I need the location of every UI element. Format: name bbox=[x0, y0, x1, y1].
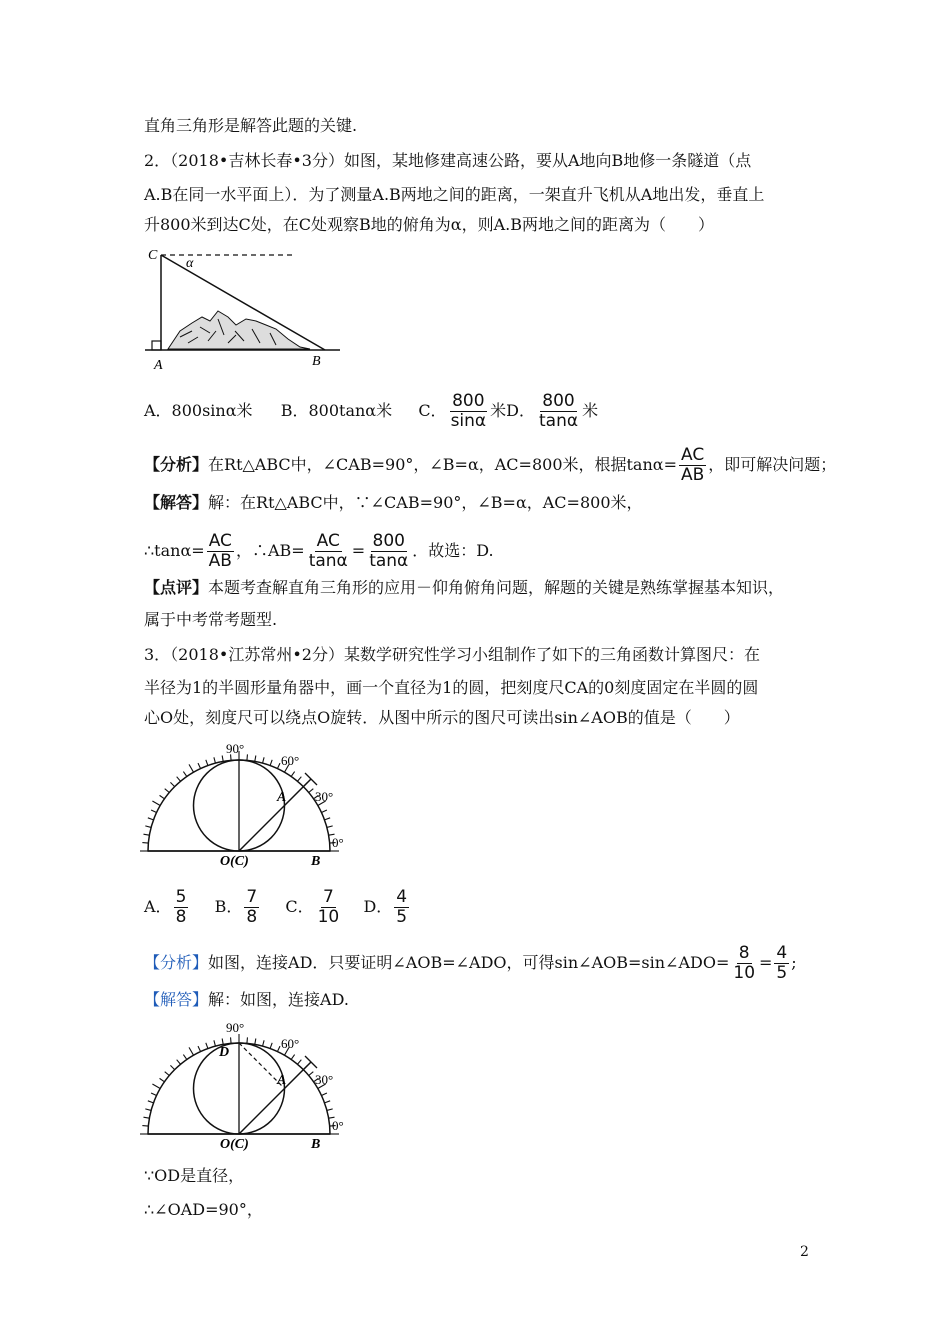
protractor-tick bbox=[255, 1038, 256, 1044]
q3-option-b-frac: $\frac{7}{8}$ bbox=[246, 887, 258, 927]
protractor-tick bbox=[160, 1078, 165, 1081]
protractor-tick bbox=[152, 801, 160, 806]
q2-review-2: 属于中考常考题型. bbox=[144, 610, 278, 629]
fig2-label-b: B bbox=[311, 854, 321, 869]
q3-option-a-frac: $\frac{5}{8}$ bbox=[175, 887, 187, 927]
protractor-tick bbox=[222, 1038, 223, 1044]
protractor-tick bbox=[291, 1055, 294, 1060]
q3-analysis: 【分析】如图，连接AD．只要证明∠AOB=∠ADO，可得sin∠AOB=sin∠ADO= $\frac{8}{10}$ = $\frac{4}{5}$ ; bbox=[144, 943, 797, 983]
solution-tag: 【解答】 bbox=[144, 493, 209, 512]
q2-text-1: 2．（2018•吉林长春•3分）如图，某地修建高速公路，要从A地向B地修一条隧道（点 bbox=[144, 151, 752, 170]
q3-option-d-label: D． bbox=[363, 897, 393, 916]
q2-solution-line2: ∴tanα= $\frac{AC}{AB}$ ，∴AB= $\frac{AC}{\tan\alpha}$ = $\frac{800}{\tan\alpha}$ ．故选：D. bbox=[144, 531, 494, 571]
protractor-tick bbox=[165, 1072, 170, 1076]
fig3-label-b: B bbox=[311, 1137, 321, 1152]
page-number: 2 bbox=[800, 1244, 809, 1260]
protractor-tick bbox=[206, 1043, 208, 1049]
protractor-tick bbox=[206, 760, 208, 766]
fig3-label-o: O(C) bbox=[220, 1137, 249, 1152]
fig2-label-o: O(C) bbox=[220, 854, 249, 869]
protractor-tick bbox=[142, 843, 148, 844]
protractor-tick bbox=[309, 789, 314, 793]
fig3-label-a: A bbox=[277, 1073, 287, 1088]
protractor-tick bbox=[165, 789, 170, 793]
q2-analysis: 【分析】在Rt△ABC中，∠CAB=90°，∠B=α，AC=800米，根据tanα= $\frac{AC}{AB}$ ，即可解决问题； bbox=[144, 445, 837, 485]
fig3-label-d: D bbox=[219, 1045, 230, 1060]
protractor-tick bbox=[151, 810, 156, 813]
q2-option-d-label: D． bbox=[506, 401, 535, 420]
protractor-tick bbox=[189, 1047, 194, 1055]
q3-protractor-figure bbox=[140, 735, 360, 870]
protractor-tick bbox=[270, 760, 272, 766]
q2-option-d-frac: $\frac{800}{\tan\alpha}$ bbox=[538, 391, 579, 431]
q2-figure bbox=[140, 245, 350, 375]
fig2-deg90: 90° bbox=[226, 741, 245, 756]
q2-option-b: B．800tanα米 bbox=[280, 401, 393, 420]
q2-options: A．800sinα米 B．800tanα米 C． $\frac{800}{\sin\alpha}$ 米D． $\frac{800}{\tan\alpha}$ 米 bbox=[144, 391, 599, 431]
protractor-tick bbox=[309, 1072, 314, 1076]
analysis-tag: 【分析】 bbox=[144, 455, 209, 474]
protractor-tick bbox=[325, 818, 331, 820]
q3-text-1: 3．（2018•江苏常州•2分）某数学研究性学习小组制作了如下的三角函数计算图尺：在 bbox=[144, 645, 760, 664]
protractor-tick bbox=[183, 1055, 186, 1060]
fig1-label-a: A bbox=[154, 358, 163, 373]
protractor-tick bbox=[327, 826, 333, 828]
intro-line: 直角三角形是解答此题的关键. bbox=[144, 116, 358, 135]
protractor-tick bbox=[321, 1093, 326, 1096]
protractor-tick bbox=[177, 777, 181, 782]
protractor-tick bbox=[198, 1046, 201, 1051]
protractor-tick bbox=[222, 755, 223, 761]
fig1-label-c: C bbox=[148, 248, 158, 263]
protractor-tick bbox=[270, 1043, 272, 1049]
protractor-tick bbox=[145, 826, 151, 828]
q3-analysis-tag: 【分析】 bbox=[144, 953, 209, 972]
protractor-tick bbox=[214, 1040, 216, 1046]
protractor-tick bbox=[327, 1109, 333, 1111]
protractor-tick bbox=[214, 757, 216, 763]
protractor-tick bbox=[148, 818, 154, 820]
oad-angle-line: ∴∠OAD=90°， bbox=[144, 1200, 263, 1219]
fig2-label-a: A bbox=[277, 790, 287, 805]
protractor-tick bbox=[231, 1037, 232, 1043]
q3-option-c-label: C． bbox=[285, 897, 314, 916]
fig3-deg60: 60° bbox=[281, 1036, 300, 1051]
fig3-deg0: 0° bbox=[332, 1118, 344, 1133]
protractor-tick bbox=[143, 1117, 149, 1118]
fig2-deg30: 30° bbox=[315, 789, 334, 804]
protractor-tick bbox=[277, 763, 280, 768]
protractor-tick bbox=[255, 755, 256, 761]
fig3-deg90: 90° bbox=[226, 1020, 245, 1035]
fig3-deg30: 30° bbox=[315, 1072, 334, 1087]
protractor-tick bbox=[170, 782, 174, 786]
review-tag: 【点评】 bbox=[144, 578, 209, 597]
q3-option-b-label: B． bbox=[214, 897, 243, 916]
q3-solution-figure bbox=[140, 1012, 360, 1152]
q2-review: 【点评】本题考查解直角三角形的应用－仰角俯角问题，解题的关键是熟练掌握基本知识， bbox=[144, 578, 785, 597]
protractor-tick bbox=[145, 1109, 151, 1111]
protractor-tick bbox=[277, 1046, 280, 1051]
q2-option-c-frac: $\frac{800}{\sin\alpha}$ bbox=[450, 391, 487, 431]
q3-text-3: 心O处，刻度尺可以绕点O旋转．从图中所示的图尺可读出sin∠AOB的值是（ ） bbox=[144, 708, 740, 727]
protractor-tick bbox=[160, 795, 165, 798]
protractor-tick bbox=[198, 763, 201, 768]
q3-options bbox=[144, 888, 411, 927]
protractor-tick bbox=[151, 1093, 156, 1096]
q3-text-2: 半径为1的半圆形量角器中，画一个直径为1的圆，把刻度尺CA的0刻度固定在半圆的圆 bbox=[144, 678, 759, 697]
q3-solution: 【解答】解：如图，连接AD. bbox=[144, 990, 349, 1009]
protractor-tick bbox=[321, 810, 326, 813]
protractor-tick bbox=[143, 834, 149, 835]
protractor-tick bbox=[142, 1126, 148, 1127]
q2-solution: 【解答】解：在Rt△ABC中，∵∠CAB=90°，∠B=α，AC=800米， bbox=[144, 493, 643, 512]
protractor-tick bbox=[297, 777, 301, 782]
fig2-deg60: 60° bbox=[281, 753, 300, 768]
q3-option-d-frac: $\frac{4}{5}$ bbox=[396, 887, 408, 927]
q2-option-c-label: C． bbox=[418, 401, 447, 420]
protractor-tick bbox=[247, 754, 248, 760]
q2-option-a: A．800sinα米 bbox=[144, 401, 253, 420]
protractor-tick bbox=[152, 1084, 160, 1089]
od-diameter-line: ∵OD是直径， bbox=[144, 1166, 245, 1185]
protractor-tick bbox=[325, 1101, 331, 1103]
q2-text-3: 升800米到达C处，在C处观察B地的俯角为α，则A.B两地之间的距离为（ ） bbox=[144, 215, 714, 234]
protractor-tick bbox=[291, 772, 294, 777]
protractor-tick bbox=[148, 1101, 154, 1103]
q3-option-c-frac: $\frac{7}{10}$ bbox=[317, 887, 340, 927]
protractor-tick bbox=[189, 764, 194, 772]
q3-solution-tag: 【解答】 bbox=[144, 990, 209, 1009]
q2-text-2: A.B在同一水平面上）．为了测量A.B两地之间的距离，一架直升飞机从A地出发，垂直上 bbox=[144, 185, 765, 204]
q3-option-a-label: A． bbox=[144, 897, 172, 916]
fig2-deg0: 0° bbox=[332, 835, 344, 850]
protractor-tick bbox=[183, 772, 186, 777]
protractor-tick bbox=[177, 1060, 181, 1065]
protractor-tick bbox=[247, 1037, 248, 1043]
protractor-tick bbox=[297, 1060, 301, 1065]
protractor-tick bbox=[263, 757, 265, 763]
protractor-tick bbox=[263, 1040, 265, 1046]
protractor-tick bbox=[170, 1065, 174, 1069]
fig1-label-b: B bbox=[312, 354, 321, 369]
fig1-label-alpha: α bbox=[186, 256, 194, 271]
